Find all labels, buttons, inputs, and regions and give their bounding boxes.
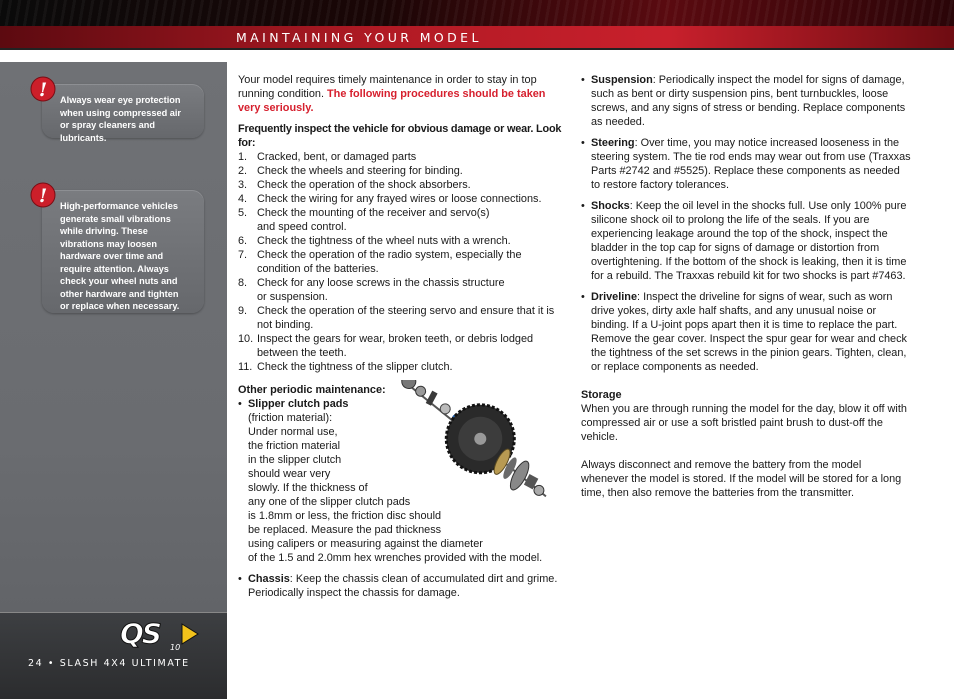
list-item: 5. Check the mounting of the receiver and servo(s) and speed control. [238,207,490,233]
list-item: 8. Check for any loose screws in the chassis structure or suspension. [238,277,505,303]
suspension-item: • Suspension: Periodically inspect the model for signs of damage, such as bent or dirty suspension pins, bent turnbuckles, loose screws, and any signs of stress or bending. Replace components as needed. [581,74,906,128]
slipper-line: should wear very [248,468,331,480]
storage-heading: Storage [581,389,622,401]
header-banner [0,0,954,26]
list-item: 1. Cracked, bent, or damaged parts [238,151,417,163]
intro-text: Your model requires timely maintenance in order to stay in top running condition. [238,74,537,100]
svg-text:!: ! [38,79,48,101]
suspension-text: : Periodically inspect the model for signs of damage, such as bent or dirty suspension pins, bent turnbuckles, loose screws, and any signs of stress or bending. Replace components as needed. [591,74,906,128]
warning-icon [30,76,56,102]
slipper-line: any one of the slipper clutch pads [248,496,411,508]
storage-paragraph: Always disconnect and remove the battery from the model whenever the model is stored. If the model will be stored for a long time, then also remove the batteries from the transmitter. [581,459,902,499]
shocks-term: Shocks [591,200,630,212]
periodic-heading: Other periodic maintenance: [238,384,386,396]
list-item: 9. Check the operation of the steering servo and ensure that it is not binding. [238,305,555,331]
slipper-line: be replaced. Measure the pad thickness [248,524,442,536]
steering-text: : Over time, you may notice increased looseness in the steering system. The tie rod ends may wear out from use (Traxxas Parts #2742 and #5525). Replace these components as needed to restore factory tolerances. [591,137,911,191]
svg-text:10: 10 [170,643,181,652]
intro-emphasis: The following procedures should be taken very seriously. [238,88,546,114]
slipper-line: the friction material [248,440,341,452]
list-item: 11. Check the tightness of the slipper clutch. [238,361,453,373]
slipper-line: in the slipper clutch [248,454,342,466]
driveline-text: : Inspect the driveline for signs of wear, such as worn drive yokes, dirty axle half shafts, and any unusual noise or binding. If a U-joint pops apart then it is time to replace the part. Remove the gear cover. Inspect the spur gear for wear and check the tightness of the set screws in the pinion gears. Tighten, clean, or replace components as needed. [591,291,907,373]
slipper-line: (friction material): [248,412,333,424]
steering-term: Steering [591,137,635,149]
slipper-line: slowly. If the thickness of [248,482,368,494]
list-item: 6. Check the tightness of the wheel nuts with a wrench. [238,235,511,247]
shocks-text: : Keep the oil level in the shocks full. Use only 100% pure silicone shock oil to prolong the life of the seals. If you are experiencing leakage around the top of the shock, inspect the bladder in the top cap for signs of damage or distortion from overtightening. If the bottom of the shock is leaking, then it is time for a rebuild. The Traxxas rebuild kit for two shocks is part #7463. [591,200,907,282]
list-item: 7. Check the operation of the radio system, especially the condition of the batteries. [238,249,522,275]
right-column [581,73,911,500]
warning-text-vibrations: High-performance vehicles generate small vibrations while driving. These vibrations may loosen hardware over time and require attention. Always check your wheel nuts and other hardware and tighten or replace when necessary. [60,201,180,311]
warning-icon [30,182,56,208]
left-column [238,73,568,600]
list-item: 3. Check the operation of the shock absorbers. [238,179,471,191]
qs-logo-icon [118,616,202,652]
storage-paragraph: When you are through running the model for the day, blow it off with compressed air or use a soft bristled paint brush to dust-off the vehicle. [581,403,907,443]
list-item: 2. Check the wheels and steering for binding. [238,165,463,177]
suspension-term: Suspension [591,74,653,86]
steering-item: • Steering: Over time, you may notice increased looseness in the steering system. The tie rod ends may wear out from use (Traxxas Parts #2742 and #5525). Replace these components as needed to restore factory tolerances. [581,137,911,191]
slipper-clutch-term: Slipper clutch pads [248,398,349,410]
chassis-term: Chassis [248,573,290,585]
driveline-item: • Driveline: Inspect the driveline for signs of wear, such as worn drive yokes, dirty axle half shafts, and any unusual noise or binding. If a U-joint pops apart then it is time to replace the part. Remove the gear cover. Inspect the spur gear for wear and check the tightness of the set screws in the pinion gears. Tighten, clean, or replace components as needed. [581,291,907,373]
slipper-line: of the 1.5 and 2.0mm hex wrenches provided with the model. [248,552,543,564]
svg-text:!: ! [38,185,48,207]
intro-paragraph [238,73,568,115]
inspect-list [238,150,568,374]
slipper-line: Under normal use, [248,426,338,438]
driveline-term: Driveline [591,291,638,303]
chassis-text: : Keep the chassis clean of accumulated dirt and grime. Periodically inspect the chassis for damage. [248,573,558,599]
chassis-item: • Chassis: Keep the chassis clean of accumulated dirt and grime. Periodically inspect the chassis for damage. [238,573,558,599]
shocks-item: • Shocks: Keep the oil level in the shocks full. Use only 100% pure silicone shock oil to prolong the life of the seals. If you are experiencing leakage around the top of the shock, inspect the bladder in the top cap for signs of damage or distortion from overtightening. If the bottom of the shock is leaking, then it is time for a rebuild. The Traxxas rebuild kit for two shocks is part #7463. [581,200,907,282]
slipper-line: is 1.8mm or less, the friction disc should [248,510,442,522]
slipper-clutch-item: • Slipper clutch pads (friction material): Under normal use, the friction material in the slipper clutch should wear very slowly. If the thickness of any one of the slipper clutch pads is 1.8mm or less, the friction disc should be replaced. Measure the pad thickness using calipers or measuring against the diameter of the 1.5 and 2.0mm hex wrenches provided with the model. [238,397,568,565]
list-item: 10. Inspect the gears for wear, broken teeth, or debris lodged between the teeth. [238,333,534,359]
slipper-line: using calipers or measuring against the diameter [248,538,483,550]
inspect-heading: Frequently inspect the vehicle for obvious damage or wear. Look for: [238,123,562,149]
svg-text:QS: QS [120,617,160,650]
slipper-clutch-illustration [355,380,565,510]
list-item: 4. Check the wiring for any frayed wires or loose connections. [238,193,542,205]
warning-text-eye-protection: Always wear eye protection when using compressed air or spray cleaners and lubricants. [60,95,182,143]
page-title: MAINTAINING YOUR MODEL [236,30,482,45]
sidebar [0,62,227,699]
page-footer: 24 • SLASH 4X4 ULTIMATE [28,658,190,669]
